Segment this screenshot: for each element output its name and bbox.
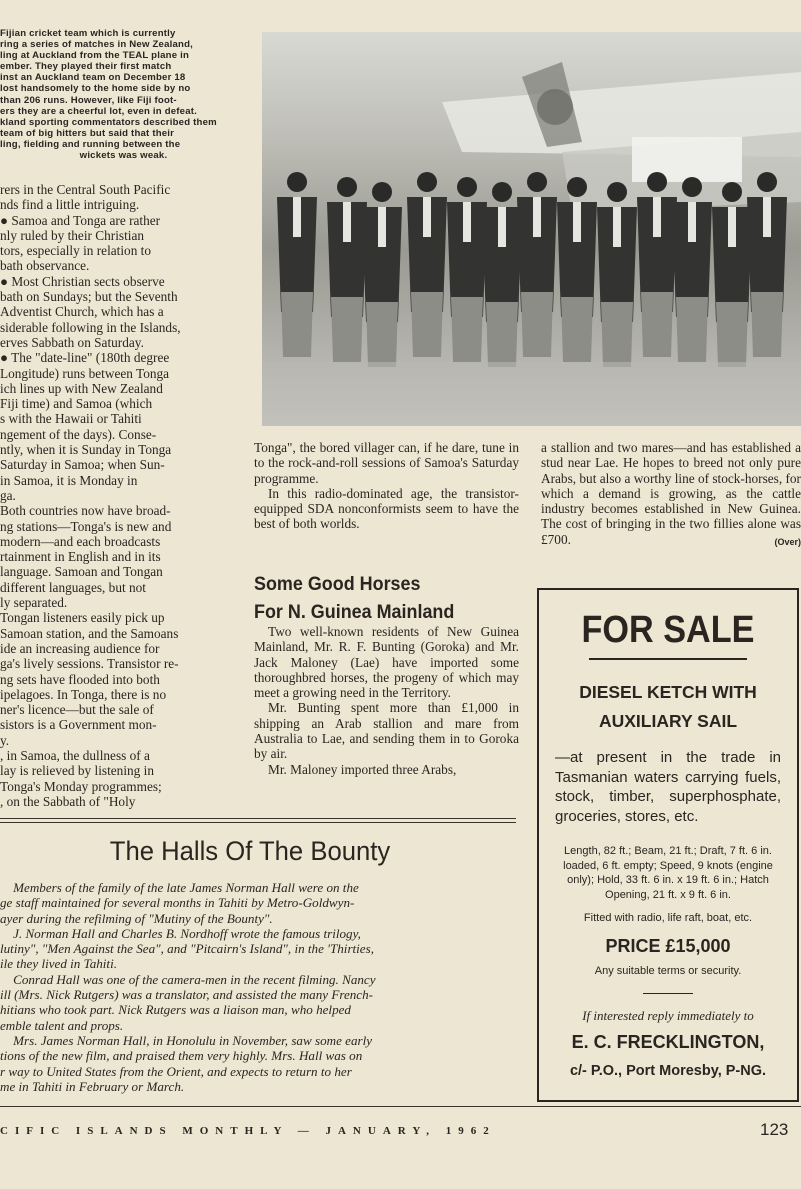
text-line: tions of the new film, and praised them very highly. Mrs. Hall was on [0, 1048, 363, 1064]
bounty-article [0, 880, 500, 1094]
player-sulu [411, 292, 443, 357]
ad-subheading [539, 678, 797, 736]
divider [0, 818, 516, 819]
text-line: , on the Sabbath of "Holy [0, 793, 136, 809]
ad-specifications: Length, 82 ft.; Beam, 21 ft.; Draft, 7 ft. 6 in. loaded, 6 ft. empty; Speed, 9 knots (engine only); Hold, 33 ft. 6 in. x 19 ft. 6 in.; Hatch Opening, 21 ft. x 9 ft. 6 in. [563, 845, 773, 901]
paragraph: Tonga", the bored villager can, if he dare, tune in to the rock-and-roll sessions of Samoa's Saturday programme. [254, 440, 519, 486]
text-line: ember. They played their first match [0, 61, 172, 73]
player-sulu [601, 302, 633, 367]
player-sulu [751, 292, 783, 357]
paragraph: Mr. Maloney imported three Arabs, [268, 761, 457, 777]
text-line: Tongan listeners easily pick up [0, 610, 165, 626]
player-shirt [763, 197, 771, 237]
player-head [457, 177, 477, 197]
text-line: me in Tahiti in February or March. [0, 1078, 185, 1094]
player-head [337, 177, 357, 197]
text-line: ly separated. [0, 595, 68, 611]
text-line: ile they lived in Tahiti. [0, 956, 117, 972]
player-shirt [728, 207, 736, 247]
paragraph: In this radio-dominated age, the transistor-equipped SDA nonconformists seem to have the best of both worlds. [254, 485, 519, 532]
middle-column-text [254, 440, 519, 532]
page-number: 123 [760, 1120, 789, 1139]
text-line: ng sets have flooded into both [0, 671, 160, 687]
player-head [722, 182, 742, 202]
player-shirt [613, 207, 621, 247]
ad-contact-address: c/- P.O., Port Moresby, P-NG. [569, 1063, 767, 1079]
paragraph: Two well-known residents of New Guinea Mainland, Mr. R. F. Bunting (Goroka) and Mr. Jack Maloney (Lae) have imported some thoroughbred horses, the progeny of which may meet a growing need in the Territory. [254, 624, 519, 701]
player-shirt [573, 202, 581, 242]
player-sulu [521, 292, 553, 357]
player-head [647, 172, 667, 192]
player-shirt [463, 202, 471, 242]
text-line: r way to United States from the Orient, and expects to return to her [0, 1063, 352, 1079]
player-sulu [641, 292, 673, 357]
text-line: lost handsomely to the home side by no [0, 83, 191, 95]
ad-reply-note: If interested reply immediately to [582, 1008, 754, 1023]
player-head [492, 182, 512, 202]
paragraph [541, 440, 801, 547]
text-line: bath observance. [0, 258, 90, 274]
player-head [567, 177, 587, 197]
text-line: lutiny", "Men Against the Sea", and "Pitcairn's Island", in the 'Thirties, [0, 941, 374, 957]
horses-article [254, 624, 519, 777]
ad-fittings: Fitted with radio, life raft, boat, etc. [583, 912, 753, 924]
text-line: Samoan station, and the Samoans [0, 625, 179, 641]
player-shirt [653, 197, 661, 237]
text-line: ner's licence—but the sale of [0, 702, 154, 718]
text-line: ntly, when it is Sunday in Tonga [0, 442, 172, 458]
player-shirt [378, 207, 386, 247]
text-line: language. Samoan and Tongan [0, 564, 163, 580]
text-line: in Samoa, it is Monday in [0, 472, 138, 488]
player-shirt [423, 197, 431, 237]
player-head [757, 172, 777, 192]
text-line: ling, fielding and running between the [0, 138, 181, 150]
text-line: ipelagoes. In Tonga, there is no [0, 686, 167, 702]
text-line: sistors is a Government mon- [0, 717, 157, 733]
text-line: Both countries now have broad- [0, 503, 171, 519]
text-line: s with the Hawaii or Tahiti [0, 411, 142, 427]
text-line: Conrad Hall was one of the camera-men in the recent filming. Nancy [0, 971, 376, 987]
text-line: ngement of the days). Conse- [0, 426, 157, 442]
text-line: , in Samoa, the dullness of a [0, 747, 150, 763]
ad-subheading-line: AUXILIARY SAIL [598, 711, 738, 731]
text-line: modern—and each broadcasts [0, 533, 161, 549]
player-sulu [331, 297, 363, 362]
text-line: J. Norman Hall and Charles B. Nordhoff wrote the famous trilogy, [0, 925, 361, 941]
ad-price: PRICE £15,000 [605, 936, 731, 956]
text-line: rtainment in English and in its [0, 549, 161, 565]
text-line: ng stations—Tonga's is new and [0, 518, 172, 534]
ad-description: —at present in the trade in Tasmanian waters carrying fuels, stock, timber, superphosphate, groceries, stores, etc. [555, 749, 781, 825]
player-shirt [688, 202, 696, 242]
player-shirt [293, 197, 301, 237]
divider [643, 993, 693, 994]
text-line: Adventist Church, which has a [0, 304, 164, 320]
continued-label: (Over) [774, 536, 801, 547]
text-line: different languages, but not [0, 579, 146, 595]
text-line: ge staff maintained for several months in Tahiti by Metro-Goldwyn- [0, 895, 355, 911]
text-line: bath on Sundays; but the Seventh [0, 289, 178, 305]
player-head [527, 172, 547, 192]
text-line: emble talent and props. [0, 1017, 124, 1033]
text-line: wickets was weak. [79, 150, 168, 162]
text-line: ling at Auckland from the TEAL plane in [0, 50, 190, 62]
player-sulu [486, 302, 518, 367]
text-line: ga's lively sessions. Transistor re- [0, 656, 179, 672]
bounty-title: The Halls Of The Bounty [109, 836, 391, 866]
text-line: than 206 runs. However, like Fiji foot- [0, 94, 177, 106]
player-sulu [676, 297, 708, 362]
heading-line: Some Good Horses [254, 573, 421, 595]
divider [589, 658, 747, 660]
right-column-text [541, 440, 801, 550]
player-shirt [343, 202, 351, 242]
text-line: hitians who took part. Nick Rutgers was a liaison man, who helped [0, 1002, 351, 1018]
player-sulu [281, 292, 313, 357]
player-head [682, 177, 702, 197]
footer-rule [0, 1106, 801, 1107]
heading-line: For N. Guinea Mainland [254, 601, 455, 623]
ad-terms: Any suitable terms or security. [594, 965, 742, 977]
text-line: y. [0, 732, 10, 748]
text-line: siderable following in the Islands, [0, 319, 181, 335]
player-sulu [716, 302, 748, 367]
for-sale-advertisement [537, 588, 799, 1102]
paragraph-text: a stallion and two mares—and has established a stud near Lae. He hopes to breed not only pure Arabs, but also a worthy line of stock-horses, for which a demand is growing, as the cattle industry becomes established in New Guinea. The cost of bringing in the two fillies alone was £700. [541, 440, 801, 547]
cricket-team-photo [262, 32, 801, 426]
player-sulu [451, 297, 483, 362]
left-column-text [0, 182, 240, 809]
text-line: Members of the family of the late James Norman Hall were on the [0, 880, 359, 895]
masthead-footer: CIFIC ISLANDS MONTHLY — JANUARY, 1962 [0, 1125, 496, 1137]
text-line: Mrs. James Norman Hall, in Honolulu in November, saw some early [0, 1032, 373, 1048]
text-line: Tonga's Monday programmes; [0, 778, 162, 794]
text-line: nly ruled by their Christian [0, 227, 145, 243]
text-line: ill (Mrs. Nick Rutgers) was a translator, and assisted the many French- [0, 987, 374, 1003]
player-sulu [366, 302, 398, 367]
photo-caption [0, 28, 247, 161]
ad-contact-name: E. C. FRECKLINGTON, [571, 1032, 765, 1052]
text-line: rers in the Central South Pacific [0, 182, 171, 197]
text-line: Fiji time) and Samoa (which [0, 396, 153, 412]
ad-headline: FOR SALE [581, 609, 755, 651]
text-line: kland sporting commentators described them [0, 116, 217, 128]
text-line: ● Samoa and Tonga are rather [0, 212, 161, 228]
text-line: ● The "date-line" (180th degree [0, 350, 170, 366]
text-line: lay is relieved by listening in [0, 763, 154, 779]
text-line: ich lines up with New Zealand [0, 380, 163, 396]
text-line: ● Most Christian sects observe [0, 273, 165, 289]
player-head [287, 172, 307, 192]
paragraph: Mr. Bunting spent more than £1,000 in shipping an Arab stallion and mare from Australia to Lae, and sending them in to Goroka by air. [254, 700, 519, 762]
text-line: ring a series of matches in New Zealand, [0, 39, 194, 51]
text-line: inst an Auckland team on December 18 [0, 72, 186, 84]
text-line: ayer during the refilming of "Mutiny of the Bounty". [0, 910, 273, 926]
text-line: erves Sabbath on Saturday. [0, 334, 144, 350]
player-head [417, 172, 437, 192]
text-line: ga. [0, 487, 16, 503]
text-line: tors, especially in relation to [0, 243, 152, 259]
ad-subheading-line: DIESEL KETCH WITH [579, 682, 757, 702]
divider [0, 822, 516, 823]
text-line: ide an increasing audience for [0, 640, 160, 656]
text-line: Saturday in Samoa; when Sun- [0, 457, 165, 473]
player-head [372, 182, 392, 202]
text-line: team of big hitters but said that their [0, 127, 175, 139]
player-sulu [561, 297, 593, 362]
text-line: Fijian cricket team which is currently [0, 28, 176, 39]
text-line: ers they are a cheerful lot, even in defeat. [0, 105, 198, 117]
player-shirt [533, 197, 541, 237]
player-shirt [498, 207, 506, 247]
text-line: Longitude) runs between Tonga [0, 365, 170, 381]
horses-heading [254, 570, 502, 626]
text-line: nds find a little intriguing. [0, 197, 140, 213]
player-head [607, 182, 627, 202]
